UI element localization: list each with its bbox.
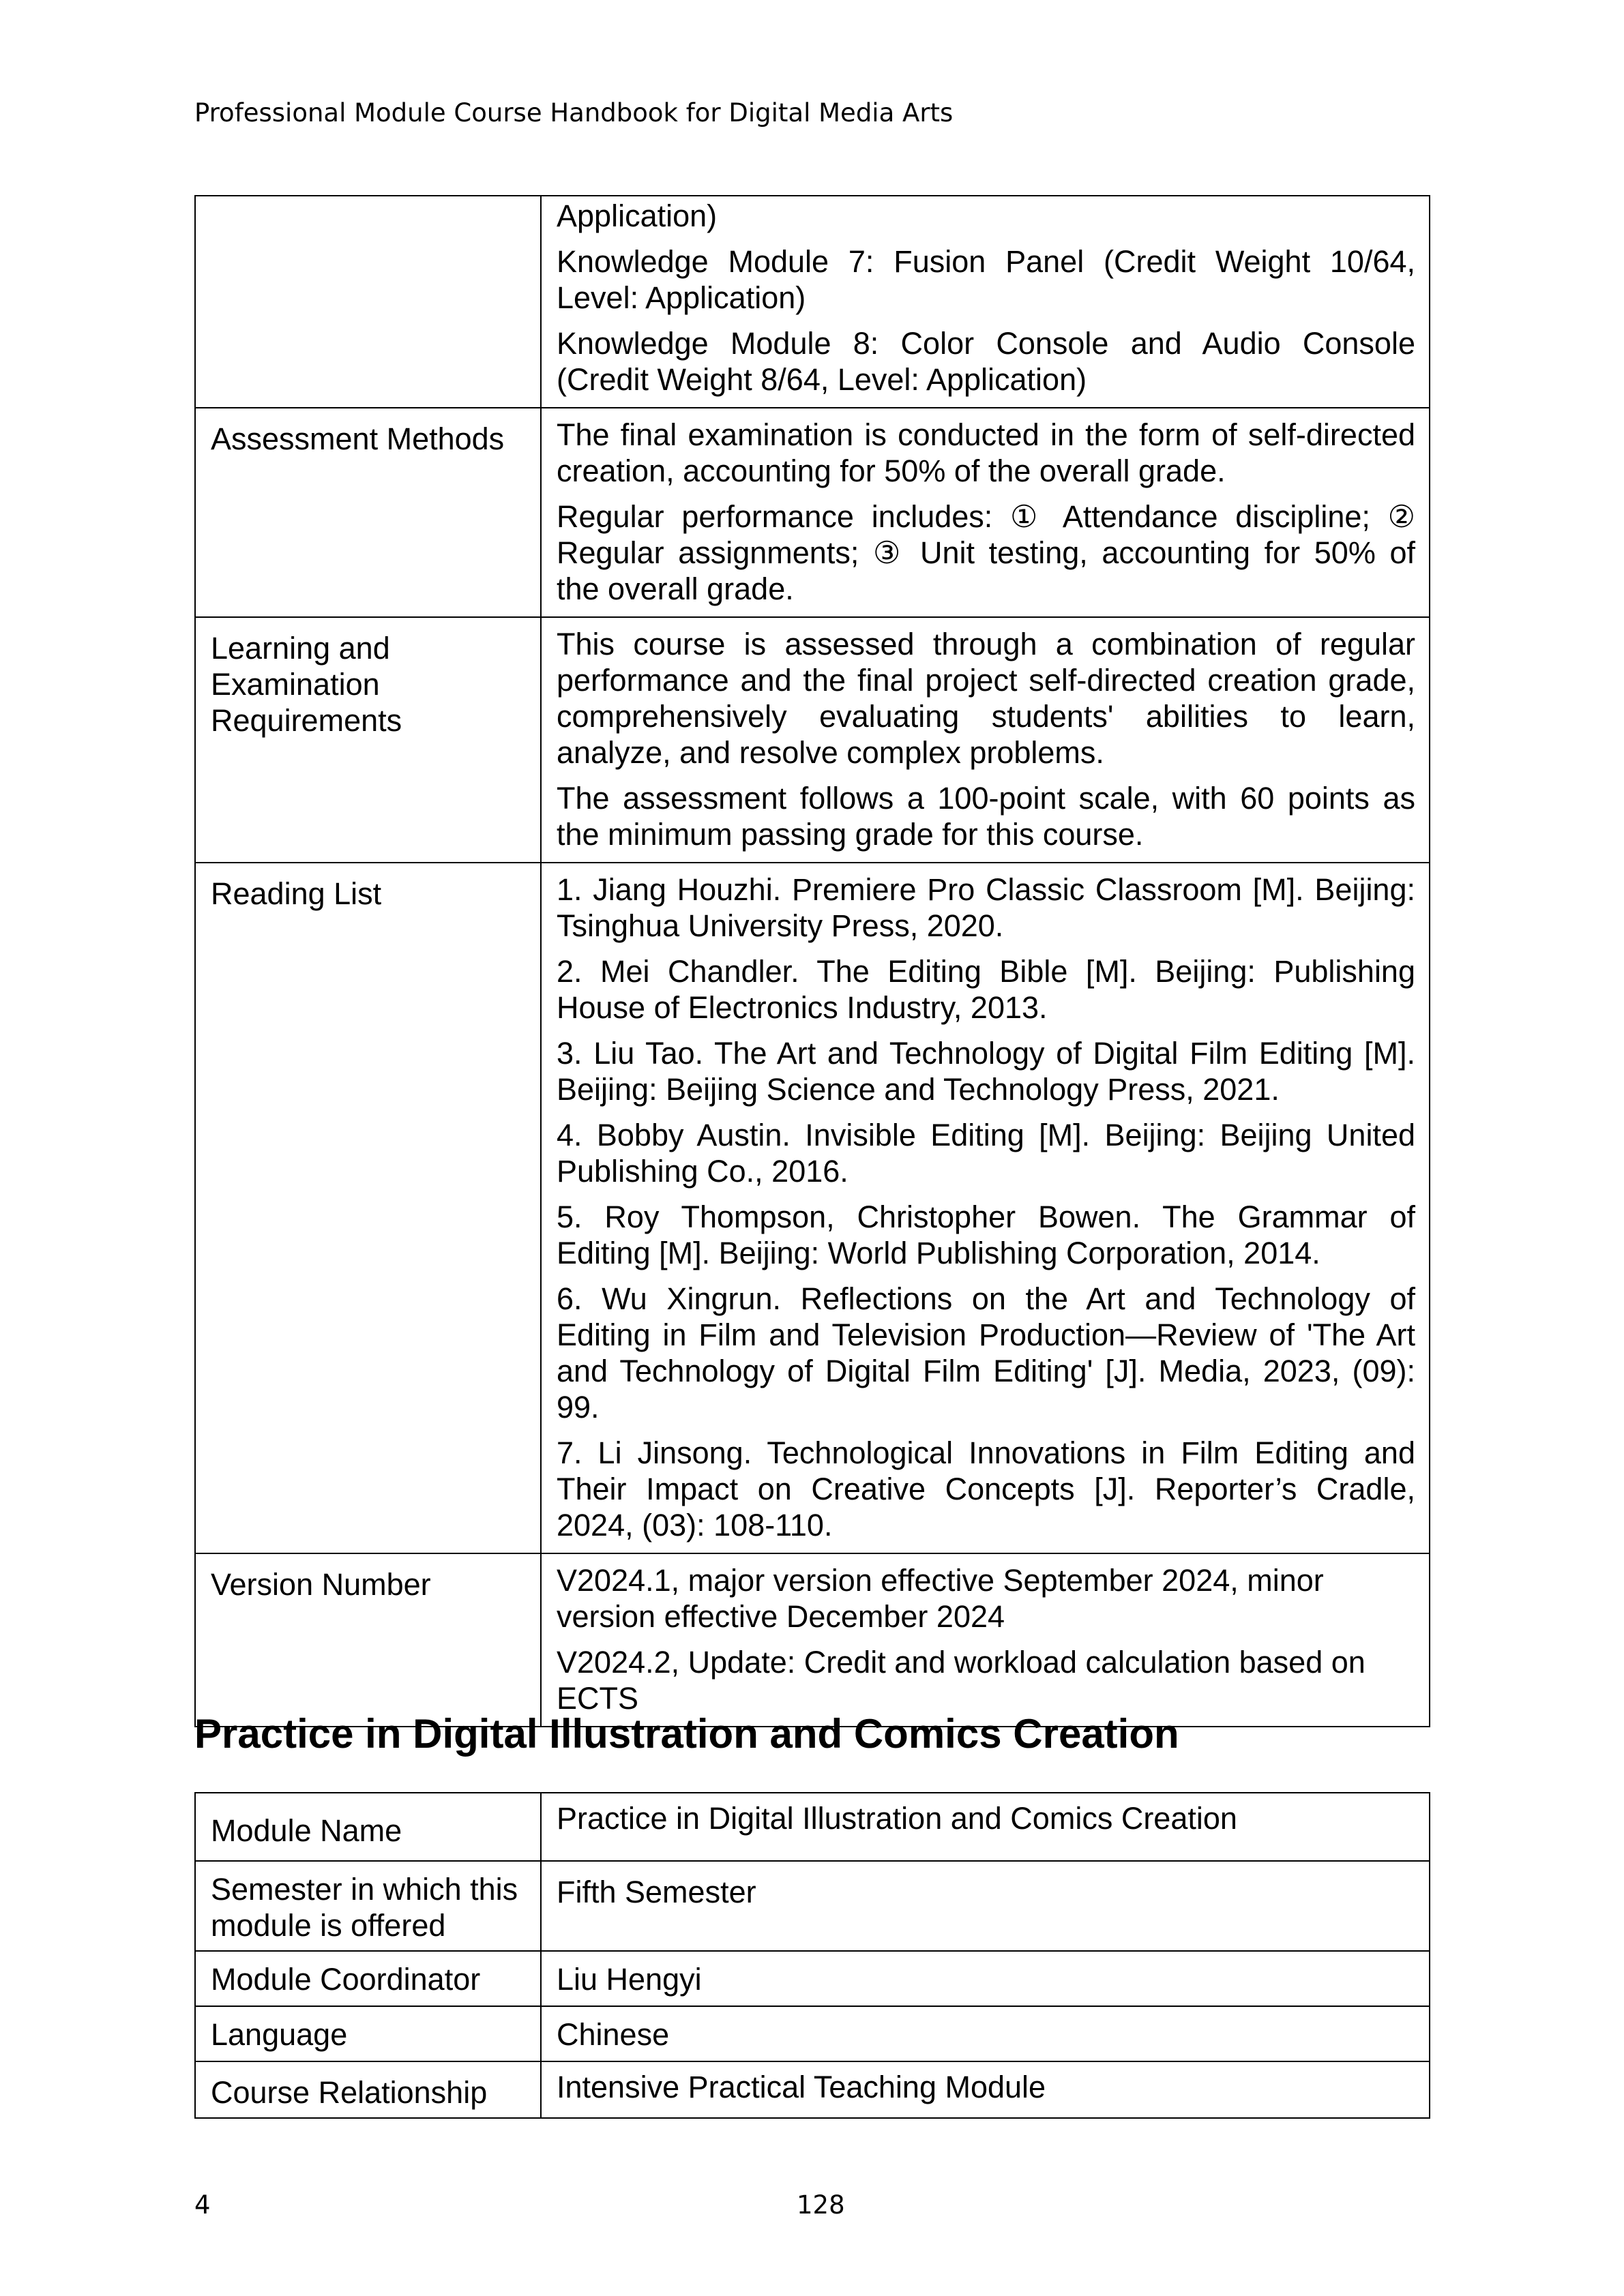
row-value — [541, 1553, 1430, 1727]
reading-item: 2. Mei Chandler. The Editing Bible [M]. Beijing: Publishing House of Electronics Industry, 2013. — [557, 954, 1415, 1025]
row-label: Assessment Methods — [195, 408, 541, 617]
paragraph: V2024.2, Update: Credit and workload calculation based on ECTS — [557, 1645, 1365, 1716]
table-row-semester — [195, 1861, 1430, 1951]
paragraph: V2024.1, major version effective September 2024, minor version effective December 2024 — [557, 1563, 1324, 1634]
reading-item: 1. Jiang Houzhi. Premiere Pro Classic Classroom [M]. Beijing: Tsinghua University Press, 2020. — [557, 872, 1415, 943]
running-header: Professional Module Course Handbook for Digital Media Arts — [194, 98, 954, 128]
row-label: Module Coordinator — [195, 1951, 541, 2006]
row-label: Version Number — [195, 1553, 541, 1727]
section-title: Practice in Digital Illustration and Comics Creation — [194, 1711, 1179, 1757]
row-label: Semester in which this module is offered — [195, 1861, 541, 1951]
knowledge-module-continued: Application) — [557, 198, 718, 233]
row-value: Chinese — [541, 2006, 1430, 2061]
row-value: Practice in Digital Illustration and Comics Creation — [541, 1793, 1430, 1861]
row-value — [541, 863, 1430, 1553]
table-row-assessment-methods — [195, 408, 1430, 617]
footer-left-number: 4 — [194, 2190, 211, 2220]
reading-item: 3. Liu Tao. The Art and Technology of Digital Film Editing [M]. Beijing: Beijing Science and Technology Press, 2021. — [557, 1036, 1415, 1107]
reading-item: 4. Bobby Austin. Invisible Editing [M]. Beijing: Beijing United Publishing Co., 2016. — [557, 1118, 1415, 1189]
table-row-learning-requirements — [195, 617, 1430, 863]
row-label: Reading List — [195, 863, 541, 1553]
table-row-version-number — [195, 1553, 1430, 1727]
row-label: Course Relationship — [195, 2061, 541, 2118]
row-label — [195, 196, 541, 408]
reading-item: 7. Li Jinsong. Technological Innovations in Film Editing and Their Impact on Creative Concepts [J]. Reporter’s Cradle, 2024, (03): 108-110. — [557, 1435, 1415, 1542]
knowledge-module-8: Knowledge Module 8: Color Console and Audio Console (Credit Weight 8/64, Level: Application) — [557, 326, 1415, 397]
page-number: 128 — [797, 2190, 845, 2220]
knowledge-module-7: Knowledge Module 7: Fusion Panel (Credit Weight 10/64, Level: Application) — [557, 244, 1415, 315]
table-row-course-relationship — [195, 2061, 1430, 2118]
paragraph: The assessment follows a 100-point scale, with 60 points as the minimum passing grade for this course. — [557, 781, 1415, 852]
table-row-module-coordinator — [195, 1951, 1430, 2006]
row-value — [541, 196, 1430, 408]
row-value: Liu Hengyi — [541, 1951, 1430, 2006]
table-row — [195, 196, 1430, 408]
table-row-module-name — [195, 1793, 1430, 1861]
row-value — [541, 617, 1430, 863]
paragraph: The final examination is conducted in the form of self-directed creation, accounting for 50% of the overall grade. — [557, 417, 1415, 488]
reading-item: 6. Wu Xingrun. Reflections on the Art and Technology of Editing in Film and Television Production—Review of 'The Art and Technology of Digital Film Editing' [J]. Media, 2023, (09): 99. — [557, 1281, 1415, 1425]
row-value: Fifth Semester — [541, 1861, 1430, 1951]
table-row-reading-list — [195, 863, 1430, 1553]
module-info-table — [194, 1792, 1430, 2119]
table-row-language — [195, 2006, 1430, 2061]
row-label: Learning and Examination Requirements — [195, 617, 541, 863]
row-label: Language — [195, 2006, 541, 2061]
paragraph: Regular performance includes: ① Attendance discipline; ② Regular assignments; ③ Unit testing, accounting for 50% of the overall grade. — [557, 499, 1415, 606]
paragraph: This course is assessed through a combination of regular performance and the final project self-directed creation grade, comprehensively evaluating students' abilities to learn, analyze, and resolve complex problems. — [557, 627, 1415, 770]
module-table-continued — [194, 195, 1430, 1727]
row-value: Intensive Practical Teaching Module — [541, 2061, 1430, 2118]
row-value — [541, 408, 1430, 617]
row-label: Module Name — [195, 1793, 541, 1861]
reading-item: 5. Roy Thompson, Christopher Bowen. The Grammar of Editing [M]. Beijing: World Publishing Corporation, 2014. — [557, 1199, 1415, 1270]
